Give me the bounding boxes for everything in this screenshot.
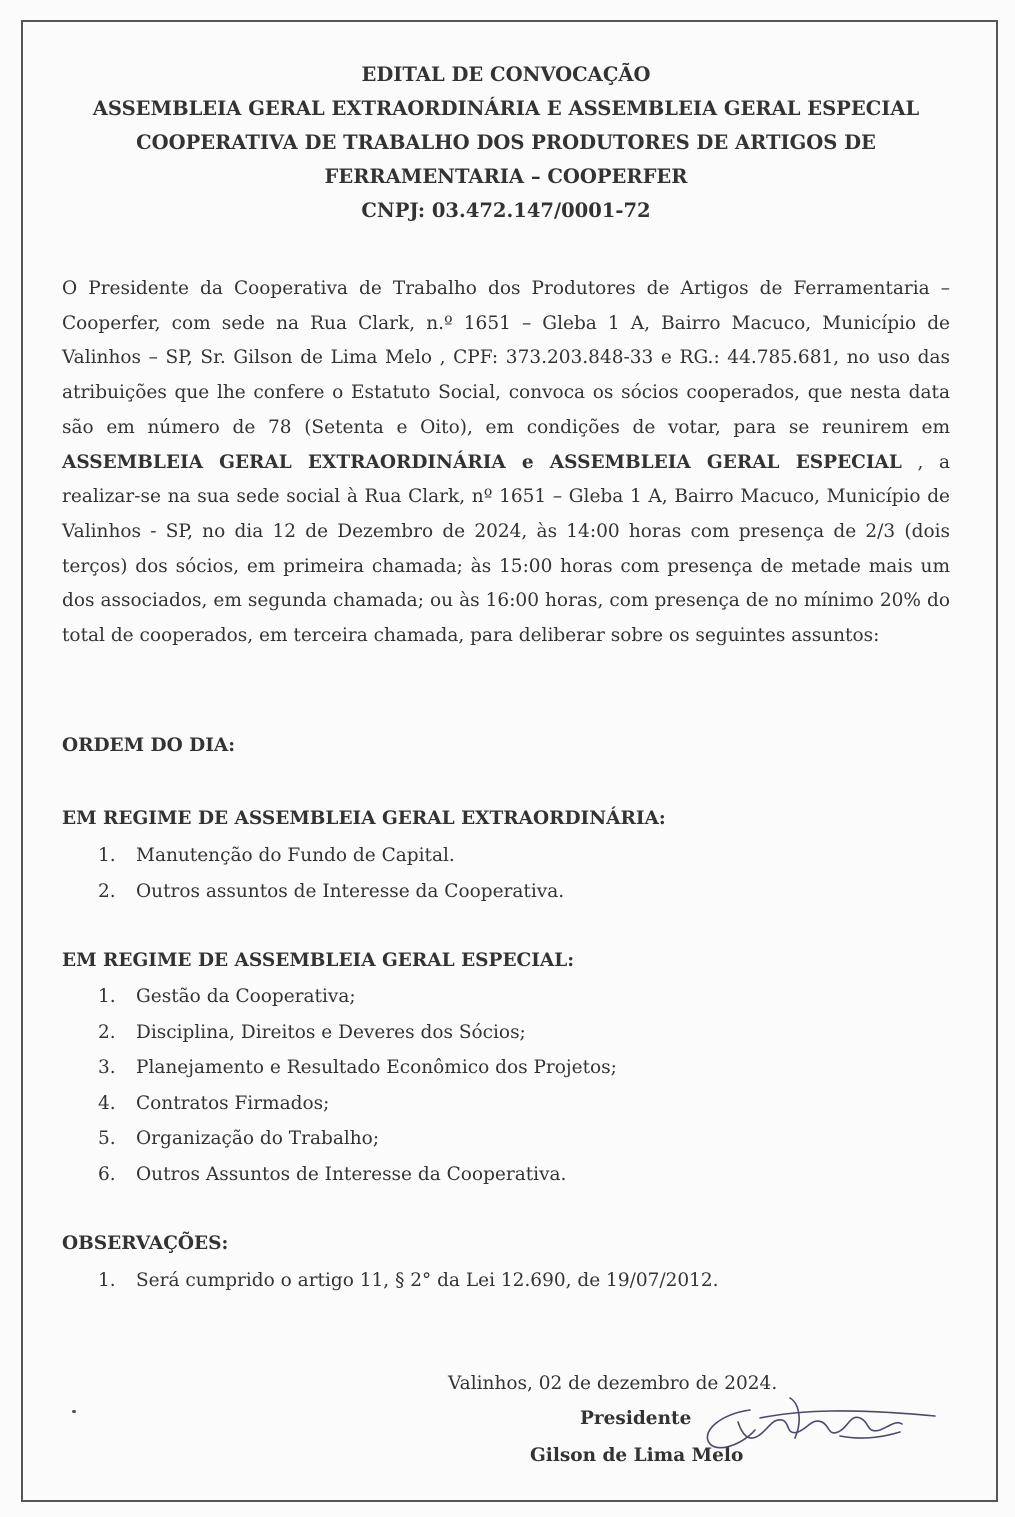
signature-stroke: [840, 1432, 900, 1438]
list-item-number: 6.: [98, 1163, 116, 1185]
list-item: [62, 1263, 719, 1299]
header-title: EDITAL DE CONVOCAÇÃO: [361, 63, 651, 86]
document-header: [62, 58, 950, 228]
signature-stroke: [760, 1411, 935, 1418]
extraordinaria-heading: EM REGIME DE ASSEMBLEIA GERAL EXTRAORDINÁRIA:: [62, 808, 666, 829]
paragraph-bold-extraordinaria: ASSEMBLEIA GERAL EXTRAORDINÁRIA: [62, 451, 506, 473]
paragraph-bold-conjunction: e: [505, 451, 550, 473]
list-item-text: Planejamento e Resultado Econômico dos Projetos;: [136, 1057, 617, 1078]
paragraph-bold-especial: ASSEMBLEIA GERAL ESPECIAL: [549, 451, 902, 473]
handwritten-signature-icon: [690, 1392, 940, 1462]
signature-date: Valinhos, 02 de dezembro de 2024.: [448, 1373, 778, 1394]
signature-stroke: [707, 1410, 755, 1448]
paragraph-text-1: O Presidente da Cooperativa de Trabalho dos Produtores de Artigos de Ferramentaria – Cooperfer, com sede na Rua Clark, n.º 1651 – Gleba 1 A, Bairro Macuco, Município de Valinhos – SP, Sr. Gilson de Lima Melo , CPF: 373.203.848-33 e RG.: 44.785.681, no uso das atribuições que lhe confere o Estatuto Social, convoca os sócios cooperados, que nesta data são em número de 78 (Setenta e Oito), em condições de votar, para se reunirem em: [62, 278, 950, 438]
scan-speck: [72, 1410, 76, 1413]
observacoes-heading: OBSERVAÇÕES:: [62, 1233, 229, 1254]
ordem-do-dia-heading: ORDEM DO DIA:: [62, 735, 236, 756]
especial-heading: EM REGIME DE ASSEMBLEIA GERAL ESPECIAL:: [62, 950, 575, 971]
list-item: [62, 1121, 617, 1157]
list-item-text: Será cumprido o artigo 11, § 2° da Lei 12.690, de 19/07/2012.: [136, 1270, 719, 1291]
list-item: [62, 1157, 617, 1193]
header-subtitle: ASSEMBLEIA GERAL EXTRAORDINÁRIA E ASSEMBLEIA GERAL ESPECIAL: [92, 97, 920, 120]
list-item-text: Organização do Trabalho;: [136, 1128, 380, 1149]
header-cnpj: CNPJ: 03.472.147/0001-72: [361, 199, 651, 222]
list-item-number: 2.: [98, 1021, 116, 1043]
signature-name: Gilson de Lima Melo: [530, 1445, 744, 1466]
list-item-text: Gestão da Cooperativa;: [136, 986, 356, 1007]
list-item-text: Manutenção do Fundo de Capital.: [136, 845, 455, 866]
list-item-number: 3.: [98, 1057, 116, 1078]
list-item-text: Outros Assuntos de Interesse da Cooperativa.: [136, 1163, 567, 1185]
header-organization-line2: FERRAMENTARIA – COOPERFER: [324, 165, 688, 188]
list-item: [62, 979, 617, 1015]
list-item-text: Disciplina, Direitos e Deveres dos Sócios;: [136, 1021, 526, 1043]
list-item: [62, 874, 564, 910]
list-item-number: 1.: [98, 845, 116, 866]
list-item-number: 2.: [98, 880, 116, 902]
paragraph-text-2: , a realizar-se na sua sede social à Rua Clark, nº 1651 – Gleba 1 A, Bairro Macuco, Município de Valinhos - SP, no dia 12 de Dezembro de 2024, às 14:00 horas com presença de 2/3 (dois terços) dos sócios, em primeira chamada; às 15:00 horas com presença de metade mais um dos associados, em segunda chamada; ou às 16:00 horas, com presença de no mínimo 20% do total de cooperados, em terceira chamada, para deliberar sobre os seguintes assuntos:: [62, 451, 950, 647]
list-item-number: 5.: [98, 1128, 116, 1149]
signature-role: Presidente: [580, 1408, 692, 1429]
list-item-text: Contratos Firmados;: [136, 1092, 330, 1114]
list-item: [62, 838, 564, 874]
list-item: [62, 1015, 617, 1051]
extraordinaria-list: [62, 838, 564, 909]
list-item: [62, 1086, 617, 1122]
especial-list: [62, 979, 617, 1192]
convocation-paragraph: [62, 272, 950, 654]
list-item-text: Outros assuntos de Interesse da Cooperativa.: [136, 880, 565, 902]
list-item: [62, 1050, 617, 1086]
list-item-number: 1.: [98, 986, 116, 1007]
observacoes-list: [62, 1263, 719, 1299]
list-item-number: 4.: [98, 1092, 116, 1114]
list-item-number: 1.: [98, 1270, 116, 1291]
header-organization-line1: COOPERATIVA DE TRABALHO DOS PRODUTORES DE ARTIGOS DE: [136, 131, 876, 154]
signature-stroke: [822, 1417, 902, 1433]
